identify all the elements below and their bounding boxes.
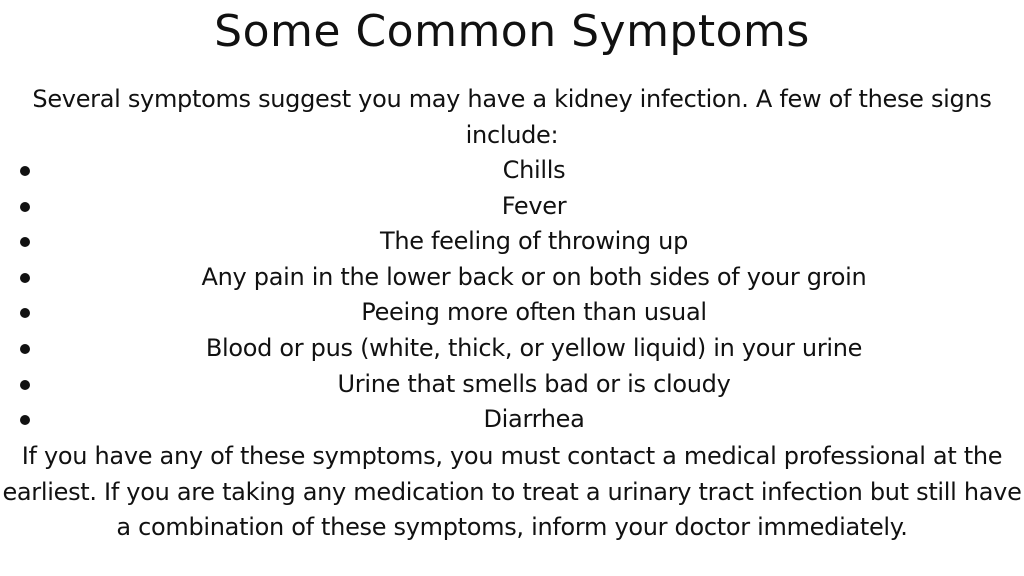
bullet-icon	[20, 344, 30, 354]
list-item	[0, 402, 1024, 438]
bullet-icon	[20, 308, 30, 318]
symptom-text: The feeling of throwing up	[379, 227, 689, 256]
bullet-icon	[20, 380, 30, 390]
list-item	[0, 189, 1024, 225]
page-title: Some Common Symptoms	[214, 6, 810, 57]
bullet-icon	[20, 273, 30, 283]
symptom-text: Fever	[501, 191, 567, 220]
bullet-icon	[20, 415, 30, 425]
list-item	[0, 331, 1024, 367]
symptom-list	[0, 153, 1024, 438]
list-item	[0, 153, 1024, 189]
list-item	[0, 224, 1024, 260]
symptom-text: Chills	[502, 156, 566, 184]
list-item	[0, 367, 1024, 403]
closing-paragraph: If you have any of these symptoms, you must contact a medical professional at the earliest. If you are taking any medication to treat a urinary tract infection but still have a combination of these symptoms, inform your doctor immediately.	[2, 442, 1022, 541]
symptom-text: Blood or pus (white, thick, or yellow liquid) in your urine	[205, 333, 863, 362]
symptom-text: Urine that smells bad or is cloudy	[337, 369, 731, 398]
intro-paragraph: Several symptoms suggest you may have a kidney infection. A few of these signs include:	[32, 85, 992, 149]
bullet-icon	[20, 237, 30, 247]
bullet-icon	[20, 202, 30, 212]
list-item	[0, 295, 1024, 331]
list-item	[0, 260, 1024, 296]
bullet-icon	[20, 166, 30, 176]
symptom-text: Diarrhea	[483, 405, 585, 434]
symptom-text: Any pain in the lower back or on both sides of your groin	[201, 262, 867, 291]
symptom-text: Peeing more often than usual	[361, 298, 707, 327]
